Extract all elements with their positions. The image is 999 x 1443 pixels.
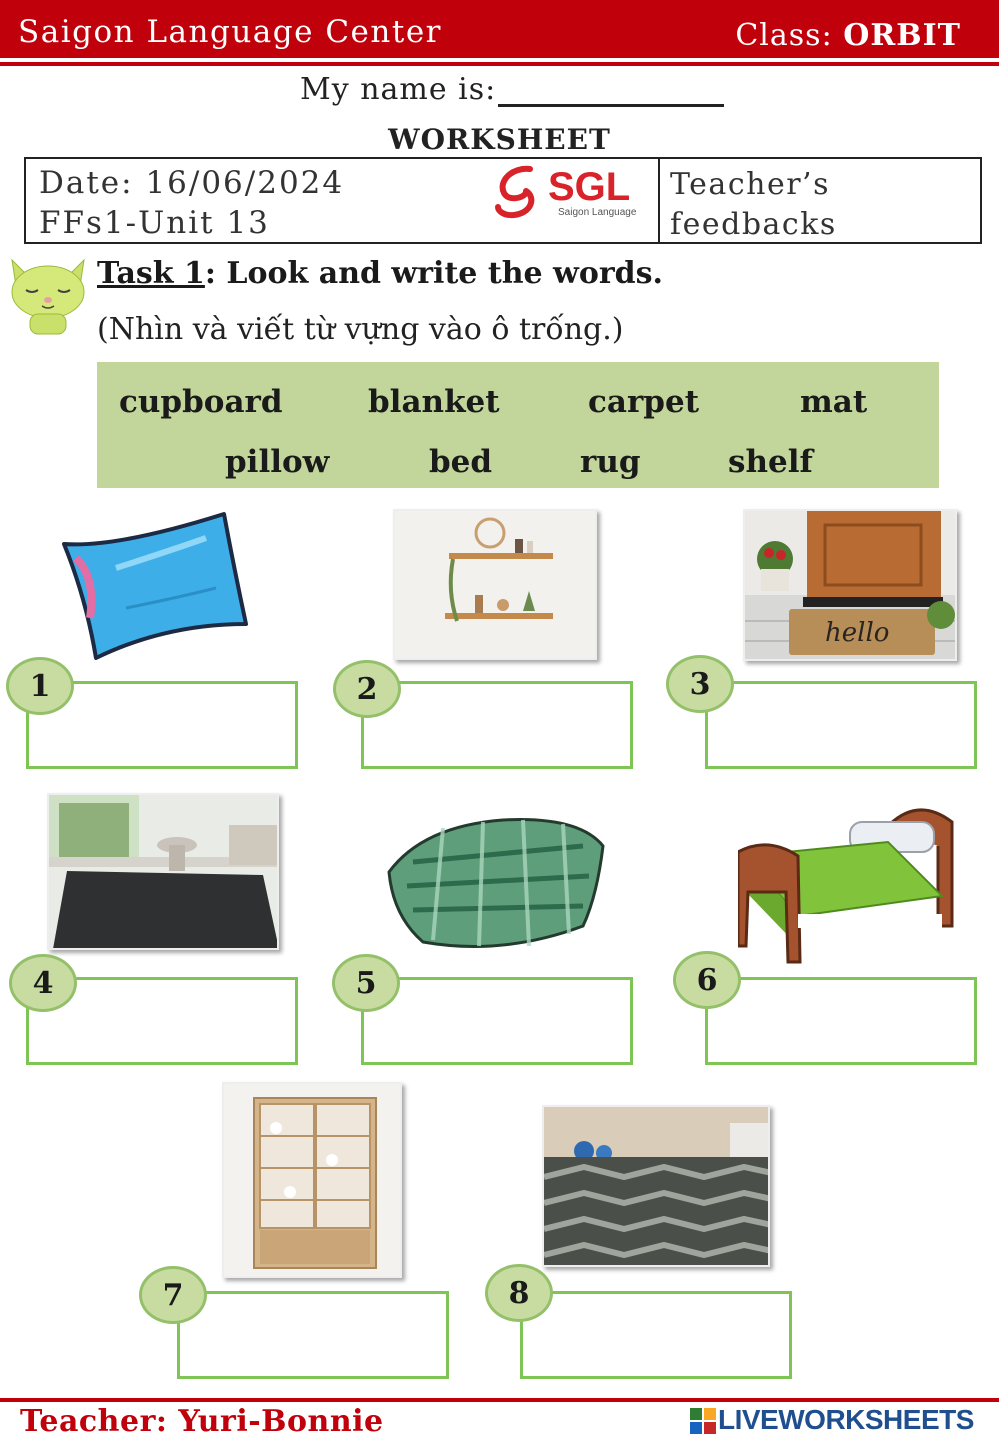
sgl-logo: [492, 163, 652, 219]
bed-image: [738, 796, 956, 964]
sgl-logo-text: SGL: [548, 165, 631, 209]
number-badge-8: 8: [485, 1264, 553, 1322]
word-pillow: pillow: [225, 444, 330, 480]
number-badge-1: 1: [6, 657, 74, 715]
name-row: [300, 72, 724, 107]
unit-text: FFs1-Unit 13: [39, 205, 270, 241]
date-text: Date: 16/06/2024: [39, 165, 345, 201]
number-badge-4: 4: [9, 954, 77, 1012]
word-blanket: blanket: [368, 384, 500, 420]
number-badge-7: 7: [139, 1266, 207, 1324]
liveworksheets-logo[interactable]: [690, 1404, 990, 1436]
info-table: [24, 157, 982, 244]
answer-input-3[interactable]: [708, 684, 974, 766]
answer-input-6[interactable]: [708, 980, 974, 1062]
number-badge-3: 3: [666, 655, 734, 713]
answer-box-3[interactable]: [705, 681, 977, 769]
answer-box-8[interactable]: [520, 1291, 792, 1379]
word-shelf: shelf: [728, 444, 813, 480]
task-subtitle: (Nhìn và viết từ vựng vào ô trống.): [97, 312, 624, 347]
number-badge-2: 2: [333, 660, 401, 718]
answer-input-5[interactable]: [364, 980, 630, 1062]
word-bed: bed: [429, 444, 493, 480]
center-name: Saigon Language Center: [18, 14, 442, 50]
class-label: [735, 18, 961, 53]
shelf-image: [393, 509, 597, 660]
rug-image: [47, 793, 279, 950]
word-bank: [97, 362, 939, 488]
answer-box-7[interactable]: [177, 1291, 449, 1379]
doormat-text: hello: [825, 618, 890, 648]
liveworksheets-icon: [690, 1408, 716, 1434]
name-blank: [498, 77, 724, 107]
carpet-image: [542, 1105, 770, 1267]
answer-box-2[interactable]: [361, 681, 633, 769]
sgl-logo-subtitle: Saigon Language: [558, 207, 637, 218]
teacher-feedback-label: Teacher’s feedbacks: [670, 167, 837, 242]
word-cupboard: cupboard: [119, 384, 283, 420]
answer-input-8[interactable]: [523, 1294, 789, 1376]
footer-divider: [0, 1398, 999, 1402]
task-label: Task 1: [97, 256, 205, 291]
number-badge-6: 6: [673, 951, 741, 1009]
class-name: ORBIT: [843, 18, 961, 53]
mat-image: [743, 509, 957, 661]
teacher-name: Teacher: Yuri-Bonnie: [20, 1404, 384, 1439]
pillow-image: [56, 508, 252, 666]
header-divider: [0, 62, 999, 66]
cupboard-image: [222, 1082, 402, 1278]
name-prompt: My name is:: [300, 72, 497, 107]
cat-mascot-icon: [6, 256, 90, 336]
answer-input-7[interactable]: [180, 1294, 446, 1376]
liveworksheets-text: LIVEWORKSHEETS: [718, 1404, 974, 1435]
task-title: [97, 256, 663, 291]
word-rug: rug: [580, 444, 641, 480]
answer-box-5[interactable]: [361, 977, 633, 1065]
sgl-swoosh-icon: [492, 163, 552, 219]
answer-input-2[interactable]: [364, 684, 630, 766]
word-carpet: carpet: [588, 384, 700, 420]
class-prefix: Class:: [735, 18, 844, 53]
info-left-cell: [26, 159, 660, 242]
answer-box-6[interactable]: [705, 977, 977, 1065]
word-mat: mat: [800, 384, 868, 420]
worksheet-title: WORKSHEET: [388, 123, 611, 156]
task-instruction: : Look and write the words.: [204, 256, 663, 291]
blanket-image: [383, 806, 607, 954]
number-badge-5: 5: [332, 954, 400, 1012]
